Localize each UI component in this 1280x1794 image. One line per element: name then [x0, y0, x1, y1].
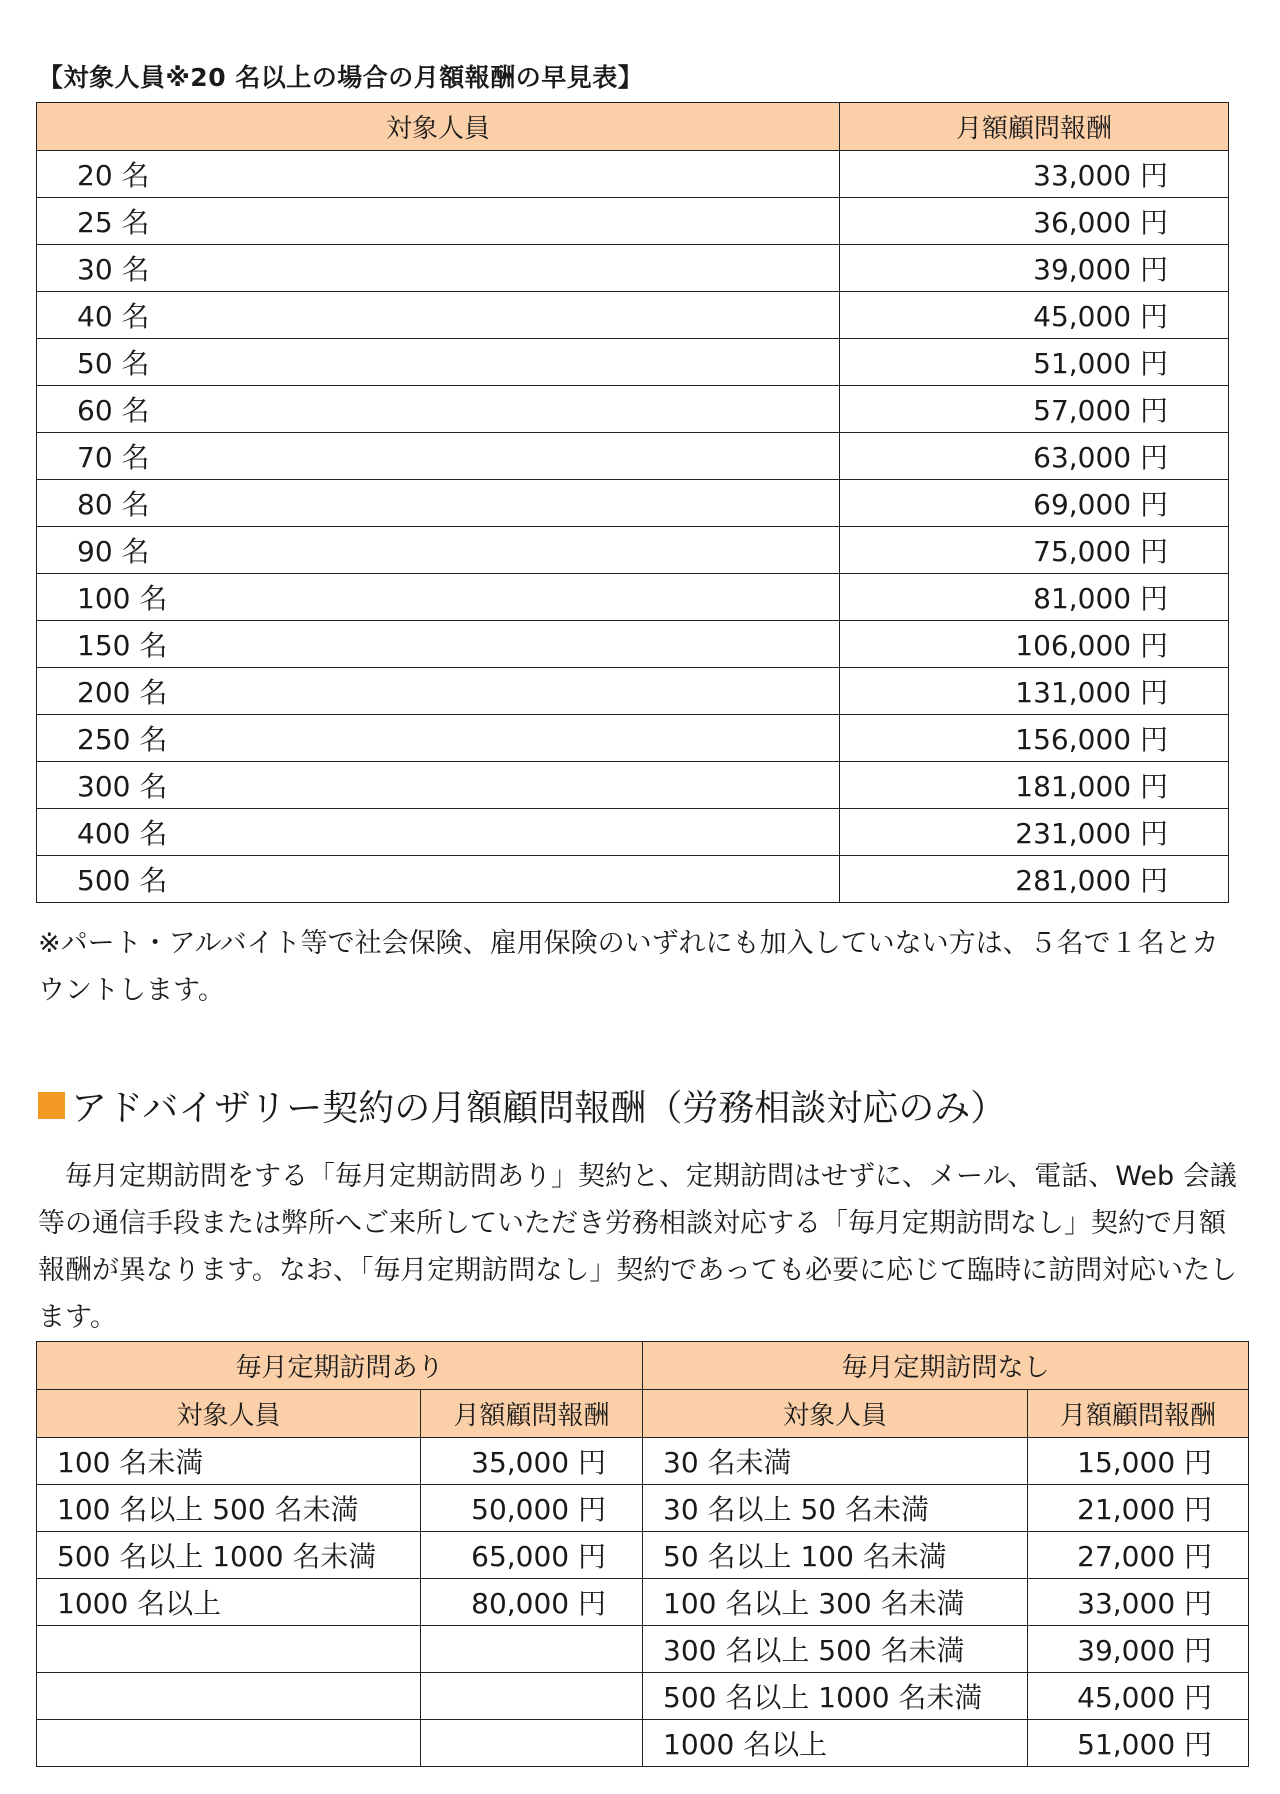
table-row [37, 198, 1229, 245]
target-staff-cell: 25 名 [37, 198, 840, 245]
monthly-fee-cell: 106,000 円 [840, 621, 1229, 668]
target-staff-cell: 300 名 [37, 762, 840, 809]
table-row [37, 151, 1229, 198]
table-header-row [37, 103, 1229, 151]
with-visits-fee-cell: 50,000 円 [421, 1485, 643, 1532]
intro-paragraph: 毎月定期訪問をする「毎月定期訪問あり」契約と、定期訪問はせずに、メール、電話、Web 会議等の通信手段または弊所へご来所していただき労務相談対応する「毎月定期訪問なし」契約で月額報酬が異なります。なお、「毎月定期訪問なし」契約であっても必要に応じて臨時に訪問対応いたします。 [38, 1161, 1238, 1333]
target-staff-cell: 90 名 [37, 527, 840, 574]
target-staff-cell: 200 名 [37, 668, 840, 715]
orange-square-icon [38, 1092, 65, 1119]
table-row [37, 668, 1229, 715]
section-heading [38, 1080, 1006, 1131]
section-title: アドバイザリー契約の月額顧問報酬（労務相談対応のみ） [71, 1088, 1007, 1129]
table-row [37, 1438, 1249, 1485]
sub-header-target-staff: 対象人員 [37, 1390, 421, 1438]
table-row [37, 1720, 1249, 1767]
table-row [37, 339, 1229, 386]
with-visits-staff-cell [37, 1673, 421, 1720]
table-row [37, 762, 1229, 809]
with-visits-fee-cell: 35,000 円 [421, 1438, 643, 1485]
table-row [37, 1485, 1249, 1532]
advisory-fee-table [36, 1341, 1249, 1767]
with-visits-staff-cell [37, 1720, 421, 1767]
monthly-fee-cell: 39,000 円 [840, 245, 1229, 292]
table-row [37, 715, 1229, 762]
table-row [37, 856, 1229, 903]
footnote: ※パート・アルバイト等で社会保険、雇用保険のいずれにも加入していない方は、５名で１名とカウントします。 [38, 928, 1219, 1006]
monthly-fee-cell: 36,000 円 [840, 198, 1229, 245]
table-caption: 【対象人員※20 名以上の場合の月額報酬の早見表】 [38, 63, 644, 92]
without-visits-fee-cell: 21,000 円 [1028, 1485, 1249, 1532]
monthly-fee-cell: 63,000 円 [840, 433, 1229, 480]
sub-header-target-staff: 対象人員 [643, 1390, 1028, 1438]
monthly-fee-cell: 57,000 円 [840, 386, 1229, 433]
advisory-table-body [37, 1438, 1249, 1767]
target-staff-cell: 400 名 [37, 809, 840, 856]
group-header-with-visits: 毎月定期訪問あり [37, 1342, 643, 1390]
monthly-fee-cell: 181,000 円 [840, 762, 1229, 809]
monthly-fee-table [36, 102, 1229, 903]
monthly-fee-cell: 51,000 円 [840, 339, 1229, 386]
with-visits-staff-cell: 1000 名以上 [37, 1579, 421, 1626]
target-staff-cell: 30 名 [37, 245, 840, 292]
without-visits-fee-cell: 39,000 円 [1028, 1626, 1249, 1673]
table-row [37, 574, 1229, 621]
header-target-staff: 対象人員 [37, 103, 840, 151]
monthly-fee-cell: 75,000 円 [840, 527, 1229, 574]
target-staff-cell: 40 名 [37, 292, 840, 339]
monthly-fee-cell: 131,000 円 [840, 668, 1229, 715]
target-staff-cell: 80 名 [37, 480, 840, 527]
monthly-fee-cell: 45,000 円 [840, 292, 1229, 339]
without-visits-fee-cell: 15,000 円 [1028, 1438, 1249, 1485]
table-row [37, 1626, 1249, 1673]
table-row [37, 245, 1229, 292]
monthly-fee-cell: 231,000 円 [840, 809, 1229, 856]
table-row [37, 1673, 1249, 1720]
table-row [37, 386, 1229, 433]
without-visits-fee-cell: 51,000 円 [1028, 1720, 1249, 1767]
group-header-row [37, 1342, 1249, 1390]
with-visits-staff-cell: 500 名以上 1000 名未満 [37, 1532, 421, 1579]
target-staff-cell: 50 名 [37, 339, 840, 386]
monthly-fee-cell: 81,000 円 [840, 574, 1229, 621]
header-monthly-fee: 月額顧問報酬 [840, 103, 1229, 151]
table-row [37, 480, 1229, 527]
sub-header-row [37, 1390, 1249, 1438]
table-row [37, 433, 1229, 480]
target-staff-cell: 60 名 [37, 386, 840, 433]
target-staff-cell: 100 名 [37, 574, 840, 621]
without-visits-staff-cell: 1000 名以上 [643, 1720, 1028, 1767]
with-visits-fee-cell [421, 1673, 643, 1720]
target-staff-cell: 20 名 [37, 151, 840, 198]
table-row [37, 1532, 1249, 1579]
without-visits-staff-cell: 300 名以上 500 名未満 [643, 1626, 1028, 1673]
target-staff-cell: 70 名 [37, 433, 840, 480]
sub-header-monthly-fee: 月額顧問報酬 [1028, 1390, 1249, 1438]
without-visits-staff-cell: 100 名以上 300 名未満 [643, 1579, 1028, 1626]
table-row [37, 621, 1229, 668]
target-staff-cell: 250 名 [37, 715, 840, 762]
fee-table-body [37, 151, 1229, 903]
group-header-without-visits: 毎月定期訪問なし [643, 1342, 1249, 1390]
monthly-fee-cell: 281,000 円 [840, 856, 1229, 903]
target-staff-cell: 150 名 [37, 621, 840, 668]
with-visits-staff-cell [37, 1626, 421, 1673]
with-visits-fee-cell [421, 1720, 643, 1767]
without-visits-fee-cell: 33,000 円 [1028, 1579, 1249, 1626]
without-visits-staff-cell: 30 名未満 [643, 1438, 1028, 1485]
with-visits-fee-cell [421, 1626, 643, 1673]
sub-header-monthly-fee: 月額顧問報酬 [421, 1390, 643, 1438]
with-visits-staff-cell: 100 名未満 [37, 1438, 421, 1485]
table-row [37, 1579, 1249, 1626]
with-visits-fee-cell: 65,000 円 [421, 1532, 643, 1579]
table-row [37, 292, 1229, 339]
monthly-fee-cell: 33,000 円 [840, 151, 1229, 198]
table-row [37, 809, 1229, 856]
with-visits-fee-cell: 80,000 円 [421, 1579, 643, 1626]
with-visits-staff-cell: 100 名以上 500 名未満 [37, 1485, 421, 1532]
without-visits-fee-cell: 45,000 円 [1028, 1673, 1249, 1720]
target-staff-cell: 500 名 [37, 856, 840, 903]
without-visits-fee-cell: 27,000 円 [1028, 1532, 1249, 1579]
without-visits-staff-cell: 30 名以上 50 名未満 [643, 1485, 1028, 1532]
without-visits-staff-cell: 50 名以上 100 名未満 [643, 1532, 1028, 1579]
monthly-fee-cell: 69,000 円 [840, 480, 1229, 527]
table-row [37, 527, 1229, 574]
without-visits-staff-cell: 500 名以上 1000 名未満 [643, 1673, 1028, 1720]
monthly-fee-cell: 156,000 円 [840, 715, 1229, 762]
